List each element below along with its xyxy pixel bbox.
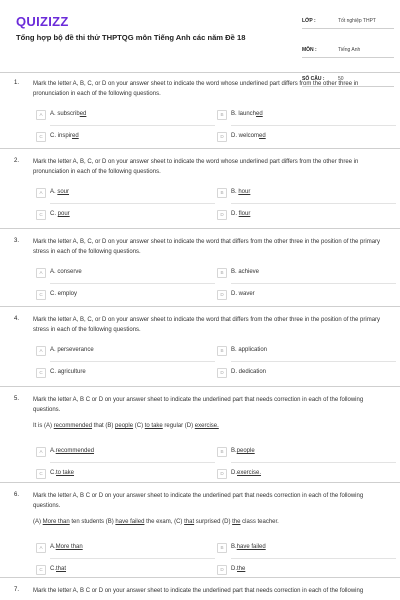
option-underlined: ed <box>79 111 87 117</box>
sentence-segment: ten students (B) <box>69 519 116 525</box>
underlined-segment: recommended <box>53 423 93 429</box>
option-prefix: A. conserve <box>50 269 82 275</box>
option-underlined: the <box>237 566 246 572</box>
option-divider <box>231 558 396 559</box>
option-prefix: C. <box>50 470 56 476</box>
option-prefix: D. dedication <box>231 369 267 375</box>
option-prefix: A. <box>50 189 58 195</box>
option-prefix: C. agriculture <box>50 369 86 375</box>
option-letter-badge: C <box>36 132 46 142</box>
option-divider <box>231 125 396 126</box>
option-underlined: to take <box>56 470 75 476</box>
option-divider <box>231 462 396 463</box>
option-underlined: flour <box>238 211 251 217</box>
question-sentence <box>33 519 388 525</box>
option-prefix: C. <box>50 211 58 217</box>
option-text <box>50 211 70 217</box>
option-divider <box>50 361 215 362</box>
option-text <box>50 189 69 195</box>
option-underlined: recommended <box>55 448 95 454</box>
option-underlined: that <box>56 566 67 572</box>
option-text <box>50 544 83 550</box>
option-underlined: hour <box>238 189 251 195</box>
option-prefix: B. <box>231 544 237 550</box>
option-letter-badge: D <box>217 290 227 300</box>
meta-label: SỐ CÂU : <box>302 76 325 82</box>
underlined-segment: the <box>232 519 241 525</box>
meta-row <box>302 43 394 58</box>
option-letter-badge: C <box>36 210 46 220</box>
option-prefix: A. <box>50 544 56 550</box>
option-prefix: B. application <box>231 347 268 353</box>
underlined-segment: More than <box>42 519 70 525</box>
sentence-segment: It is (A) <box>33 423 54 429</box>
underlined-segment: people <box>115 423 134 429</box>
option-text <box>231 133 266 139</box>
option-prefix: D. welcom <box>231 133 260 139</box>
option-letter-badge: A <box>36 346 46 356</box>
option-underlined: people <box>236 448 255 454</box>
option-text <box>231 544 266 550</box>
question-number: 4. <box>14 316 20 322</box>
question-text: Mark the letter A, B C or D on your answer sheet to indicate the underlined part that needs correction in each of the following questions. <box>33 397 364 413</box>
option-prefix: D. waver <box>231 291 255 297</box>
option-text <box>231 189 250 195</box>
option-letter-badge: D <box>217 469 227 479</box>
option-divider <box>50 283 215 284</box>
option-text <box>231 566 245 572</box>
option-underlined: sour <box>57 189 70 195</box>
question-number: 1. <box>14 80 20 86</box>
sentence-segment: regular (D) <box>162 423 195 429</box>
meta-label: MÔN : <box>302 47 317 53</box>
question-text: Mark the letter A, B C or D on your answer sheet to indicate the underlined part that needs correction in each of the following <box>33 588 364 594</box>
option-letter-badge: A <box>36 543 46 553</box>
document-title: Tổng hợp bộ đề thi thử THPTQG môn Tiếng Anh các năm Đề 18 <box>16 33 246 42</box>
option-divider <box>50 462 215 463</box>
option-underlined: exercise. <box>237 470 262 476</box>
question-text: Mark the letter A, B, C, or D on your answer sheet to indicate the word that differs from the other three in the position of the primary stress in each of the following questions. <box>33 239 381 255</box>
option-text <box>231 347 267 353</box>
option-letter-badge: A <box>36 188 46 198</box>
option-prefix: D. <box>231 566 237 572</box>
option-prefix: D. <box>231 470 237 476</box>
option-underlined: ed <box>256 111 263 117</box>
meta-value: Tốt nghiệp THPT <box>338 18 376 24</box>
option-prefix: C. <box>50 566 56 572</box>
question-number: 7. <box>14 587 20 593</box>
question-separator <box>0 577 400 578</box>
sentence-segment: the exam, (C) <box>144 519 185 525</box>
option-letter-badge: A <box>36 110 46 120</box>
option-letter-badge: C <box>36 368 46 378</box>
option-prefix: A. subscrib <box>50 111 80 117</box>
option-prefix: A. <box>50 448 56 454</box>
meta-row <box>302 14 394 29</box>
question-text: Mark the letter A, B, C, or D on your answer sheet to indicate the word that differs from the other three in the position of the primary stress in each of the following questions. <box>33 317 381 333</box>
option-prefix: A. perseverance <box>50 347 94 353</box>
option-divider <box>50 558 215 559</box>
option-prefix: B. achieve <box>231 269 260 275</box>
option-prefix: C. employ <box>50 291 78 297</box>
option-text <box>231 448 255 454</box>
option-underlined: pour <box>57 211 70 217</box>
option-underlined: have failed <box>236 544 266 550</box>
option-divider <box>50 125 215 126</box>
question-separator <box>0 228 400 229</box>
question-separator <box>0 482 400 483</box>
option-text <box>50 269 82 275</box>
question-text: Mark the letter A, B, C, or D on your answer sheet to indicate the word whose underlined part differs from the other three in pronunciation in each of the following questions. <box>33 81 359 97</box>
option-underlined: More than <box>55 544 83 550</box>
option-text <box>50 369 86 375</box>
option-letter-badge: A <box>36 447 46 457</box>
quizizz-logo: QUIZIZZ <box>16 14 69 29</box>
worksheet-header <box>0 0 400 82</box>
question-text: Mark the letter A, B C or D on your answer sheet to indicate the underlined part that needs correction in each of the following questions. <box>33 493 364 509</box>
option-prefix: B. launch <box>231 111 257 117</box>
option-letter-badge: B <box>217 110 227 120</box>
option-text <box>231 291 255 297</box>
underlined-segment: that <box>184 519 195 525</box>
option-divider <box>231 361 396 362</box>
option-letter-badge: C <box>36 565 46 575</box>
option-letter-badge: B <box>217 447 227 457</box>
option-letter-badge: B <box>217 268 227 278</box>
question-number: 3. <box>14 238 20 244</box>
option-text <box>50 448 94 454</box>
question-number: 2. <box>14 158 20 164</box>
question-separator <box>0 148 400 149</box>
meta-label: LỚP : <box>302 18 316 24</box>
option-text <box>231 369 266 375</box>
option-letter-badge: B <box>217 346 227 356</box>
option-underlined: ed <box>72 133 79 139</box>
option-text <box>50 566 66 572</box>
option-letter-badge: D <box>217 368 227 378</box>
sentence-segment: (C) <box>133 423 145 429</box>
option-text <box>231 111 263 117</box>
option-underlined: ed <box>259 133 266 139</box>
option-letter-badge: B <box>217 188 227 198</box>
option-divider <box>231 203 396 204</box>
option-divider <box>231 283 396 284</box>
option-text <box>50 291 77 297</box>
option-prefix: B. <box>231 189 239 195</box>
option-letter-badge: D <box>217 210 227 220</box>
meta-value: Tiếng Anh <box>338 47 361 53</box>
option-divider <box>50 203 215 204</box>
sentence-segment: class teacher. <box>240 519 279 525</box>
question-separator <box>0 386 400 387</box>
option-text <box>50 133 79 139</box>
option-text <box>50 111 86 117</box>
underlined-segment: exercise. <box>194 423 219 429</box>
question-number: 6. <box>14 492 20 498</box>
option-letter-badge: D <box>217 565 227 575</box>
question-number: 5. <box>14 396 20 402</box>
question-sentence <box>33 423 388 429</box>
option-prefix: D. <box>231 211 239 217</box>
option-text <box>231 211 250 217</box>
option-text <box>50 347 94 353</box>
option-letter-badge: C <box>36 290 46 300</box>
question-text: Mark the letter A, B, C, or D on your answer sheet to indicate the word whose underlined part differs from the other three in pronunciation in each of the following questions. <box>33 159 359 175</box>
option-letter-badge: D <box>217 132 227 142</box>
option-prefix: C. inspir <box>50 133 73 139</box>
option-letter-badge: A <box>36 268 46 278</box>
underlined-segment: have failed <box>115 519 145 525</box>
option-prefix: B. <box>231 448 237 454</box>
option-letter-badge: C <box>36 469 46 479</box>
sentence-segment: that (B) <box>92 423 116 429</box>
underlined-segment: to take <box>144 423 163 429</box>
option-text <box>231 470 261 476</box>
option-text <box>231 269 259 275</box>
meta-value: 50 <box>338 76 344 82</box>
option-letter-badge: B <box>217 543 227 553</box>
option-text <box>50 470 74 476</box>
sentence-segment: (A) <box>33 519 43 525</box>
question-separator <box>0 306 400 307</box>
sentence-segment: surprised (D) <box>194 519 233 525</box>
